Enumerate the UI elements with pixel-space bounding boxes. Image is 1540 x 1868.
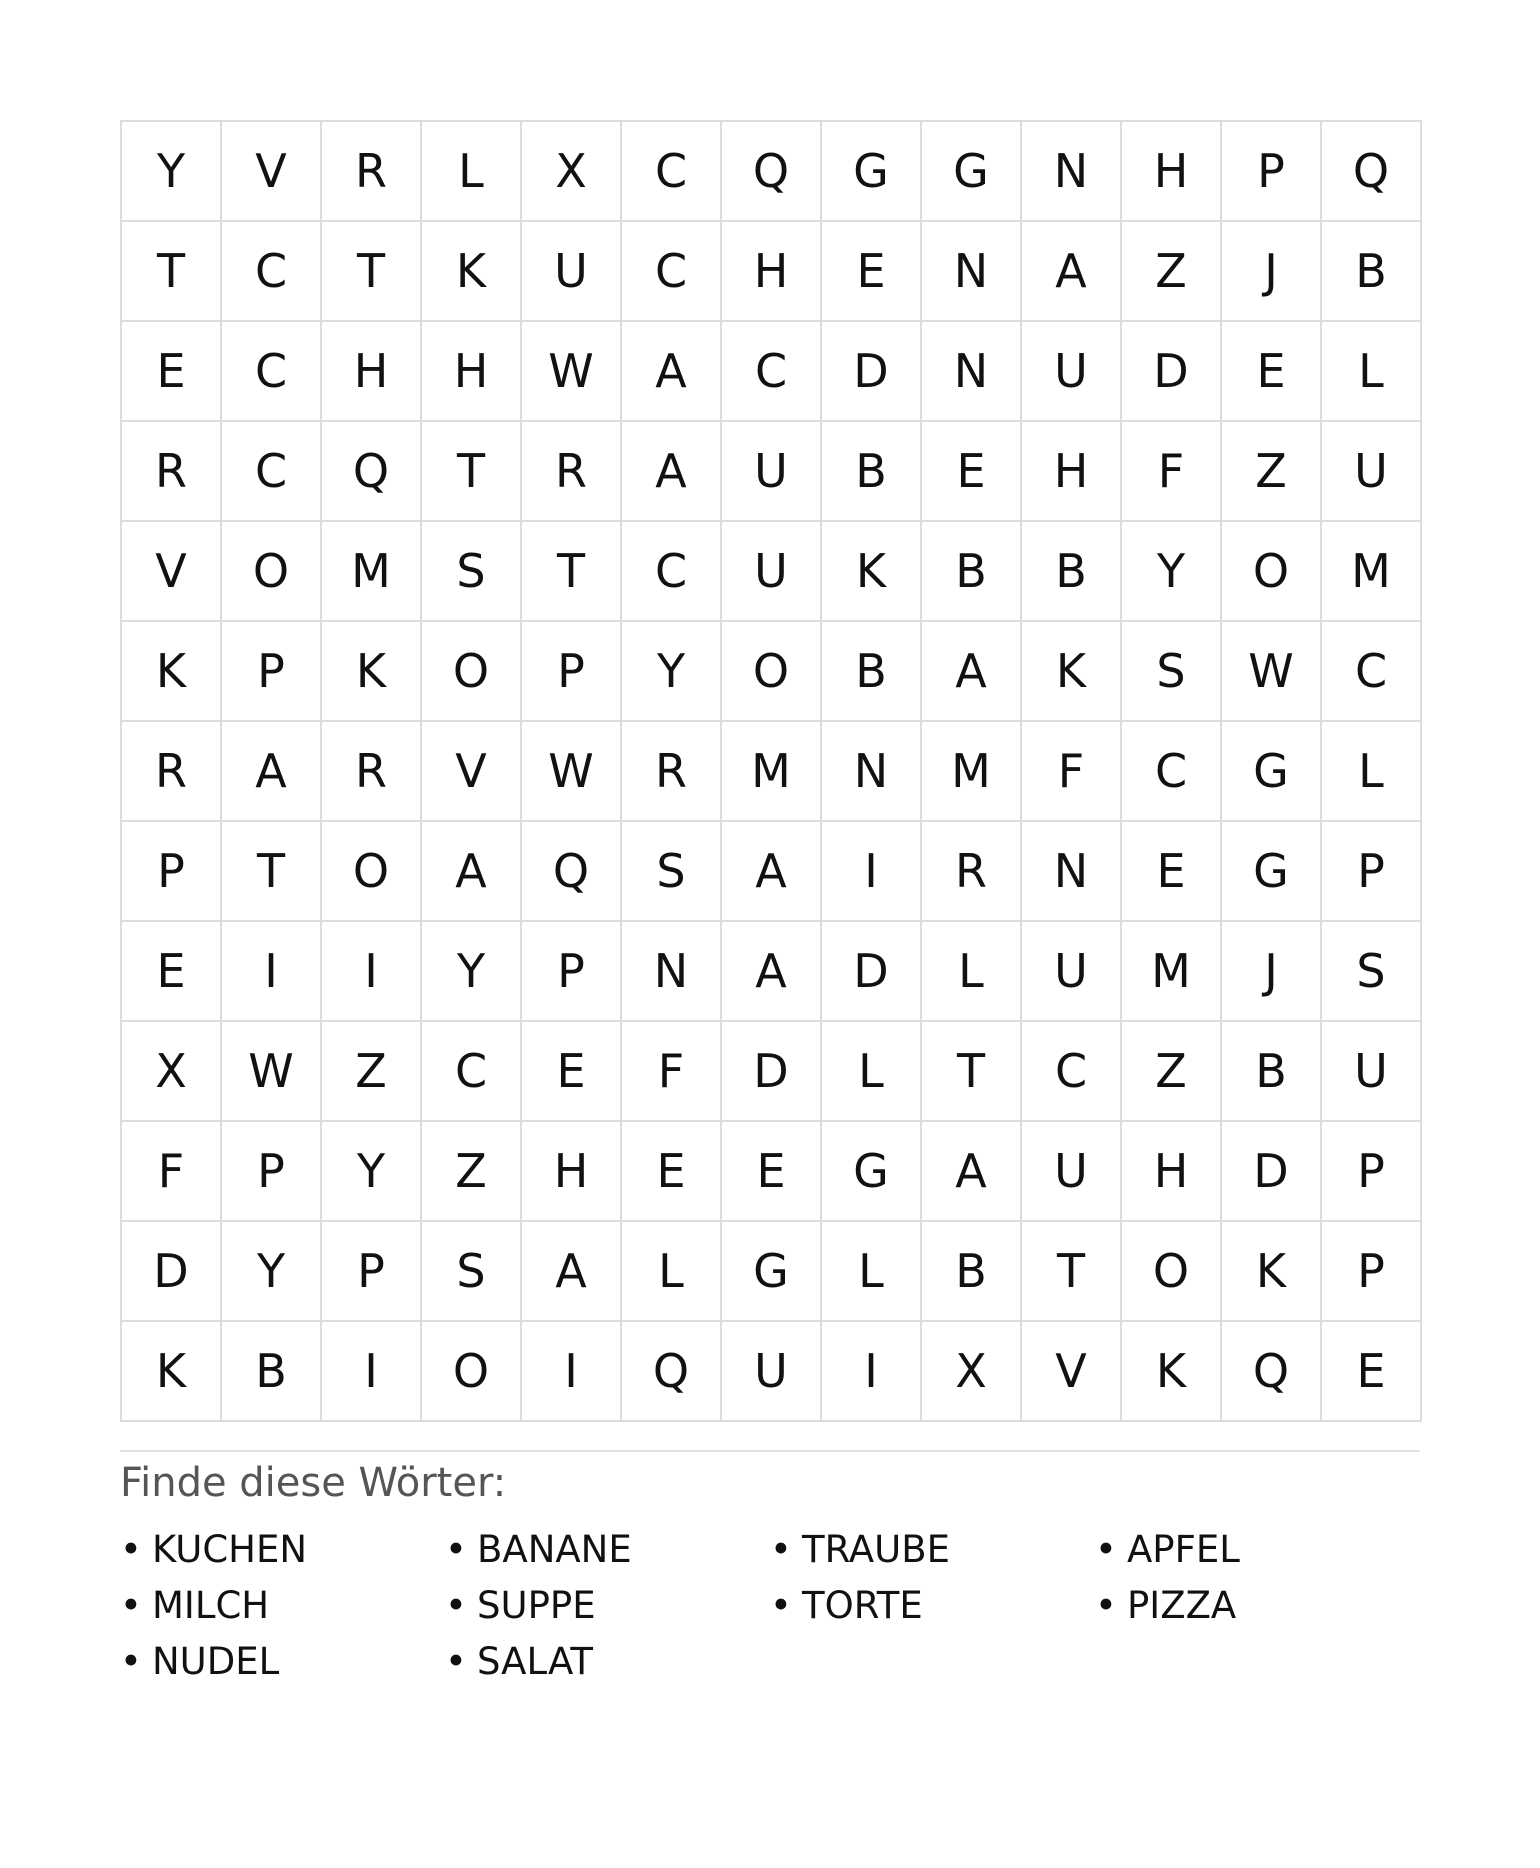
divider bbox=[120, 1450, 1420, 1452]
grid-cell[interactable]: I bbox=[222, 922, 322, 1022]
grid-cell[interactable]: A bbox=[422, 822, 522, 922]
word-label: TORTE bbox=[802, 1584, 923, 1627]
bullet-icon: • bbox=[445, 1640, 467, 1683]
grid-cell[interactable]: Q bbox=[1222, 1322, 1322, 1422]
grid-cell[interactable]: O bbox=[1122, 1222, 1222, 1322]
grid-cell[interactable]: M bbox=[1122, 922, 1222, 1022]
grid-cell[interactable]: A bbox=[922, 622, 1022, 722]
grid-cell[interactable]: A bbox=[622, 322, 722, 422]
bullet-icon: • bbox=[445, 1584, 467, 1627]
grid-cell[interactable]: P bbox=[1322, 1222, 1422, 1322]
grid-cell[interactable]: K bbox=[322, 622, 422, 722]
grid-cell[interactable]: C bbox=[1322, 622, 1422, 722]
grid-cell[interactable]: Q bbox=[522, 822, 622, 922]
grid-cell[interactable]: I bbox=[322, 922, 422, 1022]
grid-cell[interactable]: U bbox=[722, 522, 822, 622]
word-list-item bbox=[120, 1522, 445, 1578]
grid-cell[interactable]: O bbox=[322, 822, 422, 922]
grid-cell[interactable]: R bbox=[122, 722, 222, 822]
grid-cell[interactable]: U bbox=[722, 422, 822, 522]
grid-cell[interactable]: A bbox=[622, 422, 722, 522]
grid-cell[interactable]: M bbox=[322, 522, 422, 622]
grid-cell[interactable]: R bbox=[322, 722, 422, 822]
word-label: MILCH bbox=[152, 1584, 270, 1627]
grid-cell[interactable]: B bbox=[1022, 522, 1122, 622]
grid-cell[interactable]: Z bbox=[422, 1122, 522, 1222]
grid-cell[interactable]: P bbox=[222, 622, 322, 722]
grid-cell[interactable]: K bbox=[422, 222, 522, 322]
word-label: APFEL bbox=[1127, 1528, 1240, 1571]
grid-cell[interactable]: N bbox=[1022, 122, 1122, 222]
grid-cell[interactable]: S bbox=[622, 822, 722, 922]
grid-cell[interactable]: C bbox=[222, 422, 322, 522]
grid-cell[interactable]: X bbox=[922, 1322, 1022, 1422]
grid-cell[interactable]: E bbox=[122, 322, 222, 422]
grid-cell[interactable]: E bbox=[522, 1022, 622, 1122]
grid-cell[interactable]: Z bbox=[1122, 1022, 1222, 1122]
word-label: BANANE bbox=[477, 1528, 632, 1571]
grid-cell[interactable]: C bbox=[1022, 1022, 1122, 1122]
grid-cell[interactable]: M bbox=[922, 722, 1022, 822]
word-list-item bbox=[120, 1634, 445, 1690]
grid-cell[interactable]: D bbox=[1122, 322, 1222, 422]
word-search-puzzle bbox=[120, 120, 1420, 1690]
word-label: SUPPE bbox=[477, 1584, 596, 1627]
bullet-icon: • bbox=[770, 1584, 792, 1627]
grid-cell[interactable]: V bbox=[422, 722, 522, 822]
grid-cell[interactable]: S bbox=[1122, 622, 1222, 722]
grid-cell[interactable]: Y bbox=[422, 922, 522, 1022]
grid-cell[interactable]: D bbox=[722, 1022, 822, 1122]
grid-cell[interactable]: P bbox=[322, 1222, 422, 1322]
grid-cell[interactable]: Z bbox=[322, 1022, 422, 1122]
grid-cell[interactable]: A bbox=[222, 722, 322, 822]
grid-cell[interactable]: R bbox=[122, 422, 222, 522]
grid-cell[interactable]: N bbox=[922, 222, 1022, 322]
grid-cell[interactable]: Z bbox=[1222, 422, 1322, 522]
grid-cell[interactable]: P bbox=[522, 922, 622, 1022]
word-list-item bbox=[770, 1578, 1095, 1634]
grid-cell[interactable]: D bbox=[822, 922, 922, 1022]
word-list-item bbox=[770, 1522, 1095, 1578]
word-list-item bbox=[120, 1578, 445, 1634]
grid-cell[interactable]: Y bbox=[1122, 522, 1222, 622]
grid-cell[interactable]: L bbox=[622, 1222, 722, 1322]
grid-cell[interactable]: W bbox=[1222, 622, 1322, 722]
grid-cell[interactable]: P bbox=[1322, 822, 1422, 922]
bullet-icon: • bbox=[1095, 1528, 1117, 1571]
grid-cell[interactable]: V bbox=[1022, 1322, 1122, 1422]
grid-cell[interactable]: L bbox=[822, 1222, 922, 1322]
grid-cell[interactable]: Y bbox=[322, 1122, 422, 1222]
grid-cell[interactable]: Y bbox=[622, 622, 722, 722]
grid-cell[interactable]: Y bbox=[122, 122, 222, 222]
word-list-item bbox=[445, 1522, 770, 1578]
grid-cell[interactable]: B bbox=[222, 1322, 322, 1422]
grid-cell[interactable]: T bbox=[922, 1022, 1022, 1122]
letter-grid bbox=[120, 120, 1422, 1422]
grid-cell[interactable]: S bbox=[422, 522, 522, 622]
grid-cell[interactable]: A bbox=[922, 1122, 1022, 1222]
grid-cell[interactable]: H bbox=[322, 322, 422, 422]
grid-cell[interactable]: L bbox=[422, 122, 522, 222]
grid-cell[interactable]: P bbox=[1322, 1122, 1422, 1222]
grid-cell[interactable]: H bbox=[1122, 1122, 1222, 1222]
grid-cell[interactable]: X bbox=[122, 1022, 222, 1122]
grid-cell[interactable]: W bbox=[522, 722, 622, 822]
grid-cell[interactable]: U bbox=[1022, 922, 1122, 1022]
grid-cell[interactable]: I bbox=[322, 1322, 422, 1422]
grid-cell[interactable]: O bbox=[422, 1322, 522, 1422]
grid-cell[interactable]: P bbox=[122, 822, 222, 922]
grid-cell[interactable]: H bbox=[1122, 122, 1222, 222]
grid-cell[interactable]: H bbox=[1022, 422, 1122, 522]
grid-cell[interactable]: W bbox=[222, 1022, 322, 1122]
bullet-icon: • bbox=[120, 1584, 142, 1627]
grid-cell[interactable]: L bbox=[922, 922, 1022, 1022]
grid-cell[interactable]: B bbox=[922, 1222, 1022, 1322]
grid-cell[interactable]: E bbox=[1122, 822, 1222, 922]
grid-cell[interactable]: U bbox=[1322, 422, 1422, 522]
grid-cell[interactable]: Q bbox=[722, 122, 822, 222]
grid-cell[interactable]: C bbox=[222, 322, 322, 422]
word-label: NUDEL bbox=[152, 1640, 280, 1683]
word-list bbox=[120, 1522, 1420, 1690]
grid-cell[interactable]: E bbox=[622, 1122, 722, 1222]
grid-cell[interactable]: Z bbox=[1122, 222, 1222, 322]
word-label: PIZZA bbox=[1127, 1584, 1237, 1627]
grid-cell[interactable]: U bbox=[1022, 322, 1122, 422]
grid-cell[interactable]: L bbox=[1322, 722, 1422, 822]
grid-cell[interactable]: D bbox=[122, 1222, 222, 1322]
word-list-heading: Finde diese Wörter: bbox=[120, 1460, 507, 1506]
grid-cell[interactable]: D bbox=[822, 322, 922, 422]
grid-cell[interactable]: T bbox=[322, 222, 422, 322]
grid-cell[interactable]: F bbox=[122, 1122, 222, 1222]
grid-cell[interactable]: O bbox=[422, 622, 522, 722]
grid-cell[interactable]: C bbox=[622, 522, 722, 622]
grid-cell[interactable]: J bbox=[1222, 922, 1322, 1022]
grid-cell[interactable]: G bbox=[822, 122, 922, 222]
grid-cell[interactable]: Y bbox=[222, 1222, 322, 1322]
grid-cell[interactable]: O bbox=[222, 522, 322, 622]
grid-cell[interactable]: P bbox=[1222, 122, 1322, 222]
grid-cell[interactable]: J bbox=[1222, 222, 1322, 322]
word-list-item bbox=[1095, 1578, 1420, 1634]
grid-cell[interactable]: A bbox=[722, 822, 822, 922]
grid-cell[interactable]: G bbox=[1222, 722, 1322, 822]
grid-cell[interactable]: H bbox=[522, 1122, 622, 1222]
grid-cell[interactable]: G bbox=[822, 1122, 922, 1222]
grid-cell[interactable]: U bbox=[722, 1322, 822, 1422]
grid-cell[interactable]: K bbox=[1122, 1322, 1222, 1422]
grid-cell[interactable]: F bbox=[622, 1022, 722, 1122]
grid-cell[interactable]: B bbox=[822, 422, 922, 522]
grid-cell[interactable]: K bbox=[1222, 1222, 1322, 1322]
grid-cell[interactable]: L bbox=[1322, 322, 1422, 422]
grid-cell[interactable]: Q bbox=[322, 422, 422, 522]
grid-cell[interactable]: G bbox=[722, 1222, 822, 1322]
grid-cell[interactable]: N bbox=[1022, 822, 1122, 922]
grid-cell[interactable]: K bbox=[122, 1322, 222, 1422]
bullet-icon: • bbox=[120, 1640, 142, 1683]
grid-cell[interactable]: K bbox=[822, 522, 922, 622]
grid-cell[interactable]: A bbox=[722, 922, 822, 1022]
grid-cell[interactable]: E bbox=[722, 1122, 822, 1222]
grid-cell[interactable]: O bbox=[1222, 522, 1322, 622]
grid-cell[interactable]: V bbox=[222, 122, 322, 222]
grid-cell[interactable]: T bbox=[1022, 1222, 1122, 1322]
grid-cell[interactable]: N bbox=[922, 322, 1022, 422]
grid-cell[interactable]: X bbox=[522, 122, 622, 222]
grid-cell[interactable]: B bbox=[922, 522, 1022, 622]
grid-cell[interactable]: U bbox=[522, 222, 622, 322]
bullet-icon: • bbox=[770, 1528, 792, 1571]
grid-cell[interactable]: E bbox=[922, 422, 1022, 522]
grid-cell[interactable]: B bbox=[822, 622, 922, 722]
grid-cell[interactable]: F bbox=[1122, 422, 1222, 522]
grid-cell[interactable]: C bbox=[422, 1022, 522, 1122]
word-label: SALAT bbox=[477, 1640, 593, 1683]
grid-cell[interactable]: L bbox=[822, 1022, 922, 1122]
grid-cell[interactable]: I bbox=[822, 822, 922, 922]
grid-cell[interactable]: H bbox=[422, 322, 522, 422]
grid-cell[interactable]: E bbox=[822, 222, 922, 322]
grid-cell[interactable]: K bbox=[1022, 622, 1122, 722]
grid-cell[interactable]: S bbox=[422, 1222, 522, 1322]
grid-cell[interactable]: E bbox=[122, 922, 222, 1022]
grid-cell[interactable]: D bbox=[1222, 1122, 1322, 1222]
grid-cell[interactable]: U bbox=[1022, 1122, 1122, 1222]
grid-cell[interactable]: C bbox=[722, 322, 822, 422]
grid-cell[interactable]: T bbox=[122, 222, 222, 322]
grid-cell[interactable]: N bbox=[622, 922, 722, 1022]
grid-cell[interactable]: A bbox=[522, 1222, 622, 1322]
grid-cell[interactable]: F bbox=[1022, 722, 1122, 822]
bullet-icon: • bbox=[120, 1528, 142, 1571]
grid-cell[interactable]: R bbox=[622, 722, 722, 822]
grid-cell[interactable]: A bbox=[1022, 222, 1122, 322]
grid-cell[interactable]: E bbox=[1222, 322, 1322, 422]
word-list-item bbox=[1095, 1522, 1420, 1578]
grid-cell[interactable]: T bbox=[422, 422, 522, 522]
word-list-item bbox=[445, 1634, 770, 1690]
grid-cell[interactable]: S bbox=[1322, 922, 1422, 1022]
grid-cell[interactable]: P bbox=[522, 622, 622, 722]
grid-cell[interactable]: B bbox=[1222, 1022, 1322, 1122]
bullet-icon: • bbox=[1095, 1584, 1117, 1627]
grid-cell[interactable]: I bbox=[822, 1322, 922, 1422]
grid-cell[interactable]: M bbox=[722, 722, 822, 822]
grid-cell[interactable]: B bbox=[1322, 222, 1422, 322]
word-list-item bbox=[445, 1578, 770, 1634]
grid-cell[interactable]: W bbox=[522, 322, 622, 422]
grid-cell[interactable]: R bbox=[522, 422, 622, 522]
grid-cell[interactable]: T bbox=[222, 822, 322, 922]
grid-cell[interactable]: C bbox=[1122, 722, 1222, 822]
grid-cell[interactable]: K bbox=[122, 622, 222, 722]
grid-cell[interactable]: C bbox=[622, 122, 722, 222]
grid-cell[interactable]: N bbox=[822, 722, 922, 822]
grid-cell[interactable]: M bbox=[1322, 522, 1422, 622]
grid-cell[interactable]: C bbox=[222, 222, 322, 322]
grid-cell[interactable]: H bbox=[722, 222, 822, 322]
grid-cell[interactable]: R bbox=[322, 122, 422, 222]
grid-cell[interactable]: Q bbox=[1322, 122, 1422, 222]
grid-cell[interactable]: C bbox=[622, 222, 722, 322]
bullet-icon: • bbox=[445, 1528, 467, 1571]
grid-cell[interactable]: U bbox=[1322, 1022, 1422, 1122]
grid-cell[interactable]: R bbox=[922, 822, 1022, 922]
grid-cell[interactable]: Q bbox=[622, 1322, 722, 1422]
word-label: KUCHEN bbox=[152, 1528, 308, 1571]
grid-cell[interactable]: G bbox=[1222, 822, 1322, 922]
grid-cell[interactable]: I bbox=[522, 1322, 622, 1422]
grid-cell[interactable]: P bbox=[222, 1122, 322, 1222]
grid-cell[interactable]: G bbox=[922, 122, 1022, 222]
grid-cell[interactable]: T bbox=[522, 522, 622, 622]
word-label: TRAUBE bbox=[802, 1528, 950, 1571]
grid-cell[interactable]: V bbox=[122, 522, 222, 622]
grid-cell[interactable]: O bbox=[722, 622, 822, 722]
grid-cell[interactable]: E bbox=[1322, 1322, 1422, 1422]
